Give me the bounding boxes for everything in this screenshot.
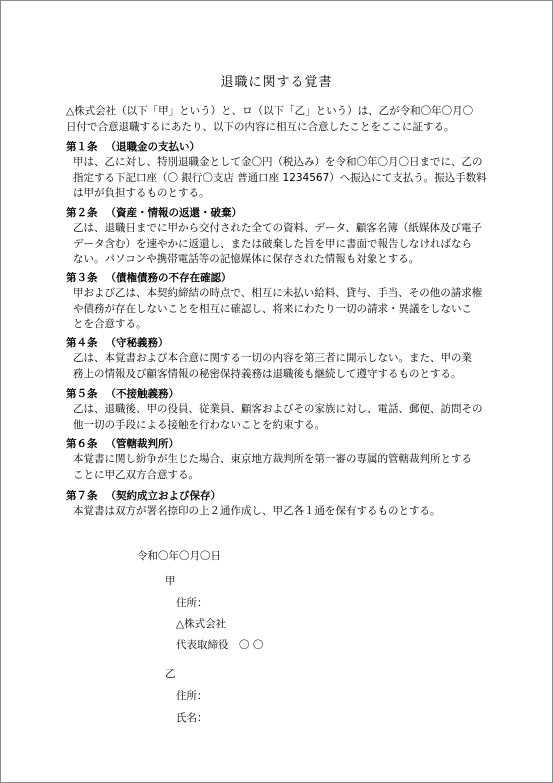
- intro-line: 日付で合意退職するにあたり、以下の内容に相互に合意したことをここに証する。: [66, 121, 455, 133]
- article-heading: [66, 335, 506, 351]
- article-heading: [66, 270, 506, 286]
- article-line: データ含む）を速やかに返還し、または破棄した旨を甲に書面で報告しなければなら: [73, 237, 472, 250]
- article-line: 他一切の手段による接触を行わないことを約束する。: [73, 418, 325, 431]
- article-line: 乙は、退職日までに甲から交付された全ての資料、データ、顧客名簿（紙媒体及び電子: [73, 222, 482, 234]
- article-number: 第１条: [66, 141, 98, 153]
- article-heading: [66, 386, 506, 402]
- article-number: 第５条: [66, 388, 98, 400]
- article-line: 本覚書に関し紛争が生じた場合、東京地方裁判所を第一審の専属的管轄裁判所とする: [73, 453, 472, 465]
- article-line: とを合意する。: [73, 318, 147, 330]
- party-a-address-label: 住所：: [176, 597, 208, 609]
- article-title: （債権債務の不存在確認）: [105, 272, 232, 284]
- article-title: （退職金の支払い）: [105, 141, 200, 153]
- article-number: 第２条: [66, 207, 98, 219]
- article-line: は甲が負担するものとする。: [73, 187, 210, 199]
- article-line: 乙は、本覚書および本合意に関する一切の内容を第三者に開示しない。また、甲の業: [73, 352, 472, 364]
- article-heading: [66, 436, 506, 452]
- article-4: [66, 335, 506, 382]
- article-line: ない。パソコンや携帯電話等の記憶媒体に保存された情報も対象とする。: [73, 253, 420, 265]
- article-title: （契約成立および保存）: [105, 490, 221, 502]
- article-heading: [66, 139, 506, 155]
- article-2: [66, 205, 506, 268]
- article-line: 指定する下記口座（〇 銀行〇支店 普通口座 1234567）へ振込にて支払う。振込手数料: [73, 171, 487, 184]
- article-title: （不接触義務）: [105, 388, 179, 400]
- party-a-label: 甲: [165, 575, 176, 587]
- article-number: 第７条: [66, 490, 98, 502]
- article-7: [66, 488, 506, 520]
- party-b-address-label: 住所：: [176, 690, 208, 702]
- article-number: 第４条: [66, 337, 98, 349]
- intro-line: △株式会社（以下「甲」という）と、ロ（以下「乙」という）は、乙が令和〇年〇月〇: [66, 105, 474, 117]
- article-line: や債務が存在しないことを相互に確認し、将来にわたり一切の請求・異議をしないこ: [73, 302, 472, 315]
- signature-date: 令和〇年〇月〇日: [137, 550, 221, 562]
- intro-paragraph: [66, 103, 506, 135]
- article-heading: [66, 488, 506, 504]
- article-1: [66, 139, 506, 202]
- party-a-company: △株式会社: [176, 618, 227, 630]
- article-title: （資産・情報の返還・破棄）: [105, 207, 242, 219]
- article-6: [66, 436, 506, 483]
- article-line: 甲は、乙に対し、特別退職金として金〇円（税込み）を令和〇年〇月〇日までに、乙の: [73, 156, 483, 168]
- article-line: 甲および乙は、本契約締結の時点で、相互に未払い給料、貸与、手当、その他の請求権: [73, 287, 483, 299]
- article-line: ことに甲乙双方合意する。: [73, 468, 199, 481]
- party-b-name-label: 氏名：: [176, 712, 208, 724]
- article-5: [66, 386, 506, 433]
- article-3: [66, 270, 506, 333]
- article-line: 務上の情報及び顧客情報の秘密保持義務は退職後も継続して遵守するものとする。: [73, 367, 462, 380]
- article-number: 第６条: [66, 438, 98, 450]
- article-line: 乙は、退職後、甲の役員、従業員、顧客およびその家族に対し、電話、郵便、訪問その: [73, 403, 483, 415]
- document-title: 退職に関する覚書: [220, 75, 333, 90]
- article-title: （管轄裁判所）: [105, 438, 179, 450]
- party-a-representative: 代表取締役 〇 〇: [176, 639, 264, 651]
- article-heading: [66, 205, 506, 221]
- article-line: 本覚書は双方が署名捺印の上２通作成し、甲乙各１通を保有するものとする。: [73, 505, 441, 517]
- article-title: （守秘義務）: [105, 337, 169, 349]
- article-number: 第３条: [66, 272, 98, 284]
- party-b-label: 乙: [165, 668, 176, 680]
